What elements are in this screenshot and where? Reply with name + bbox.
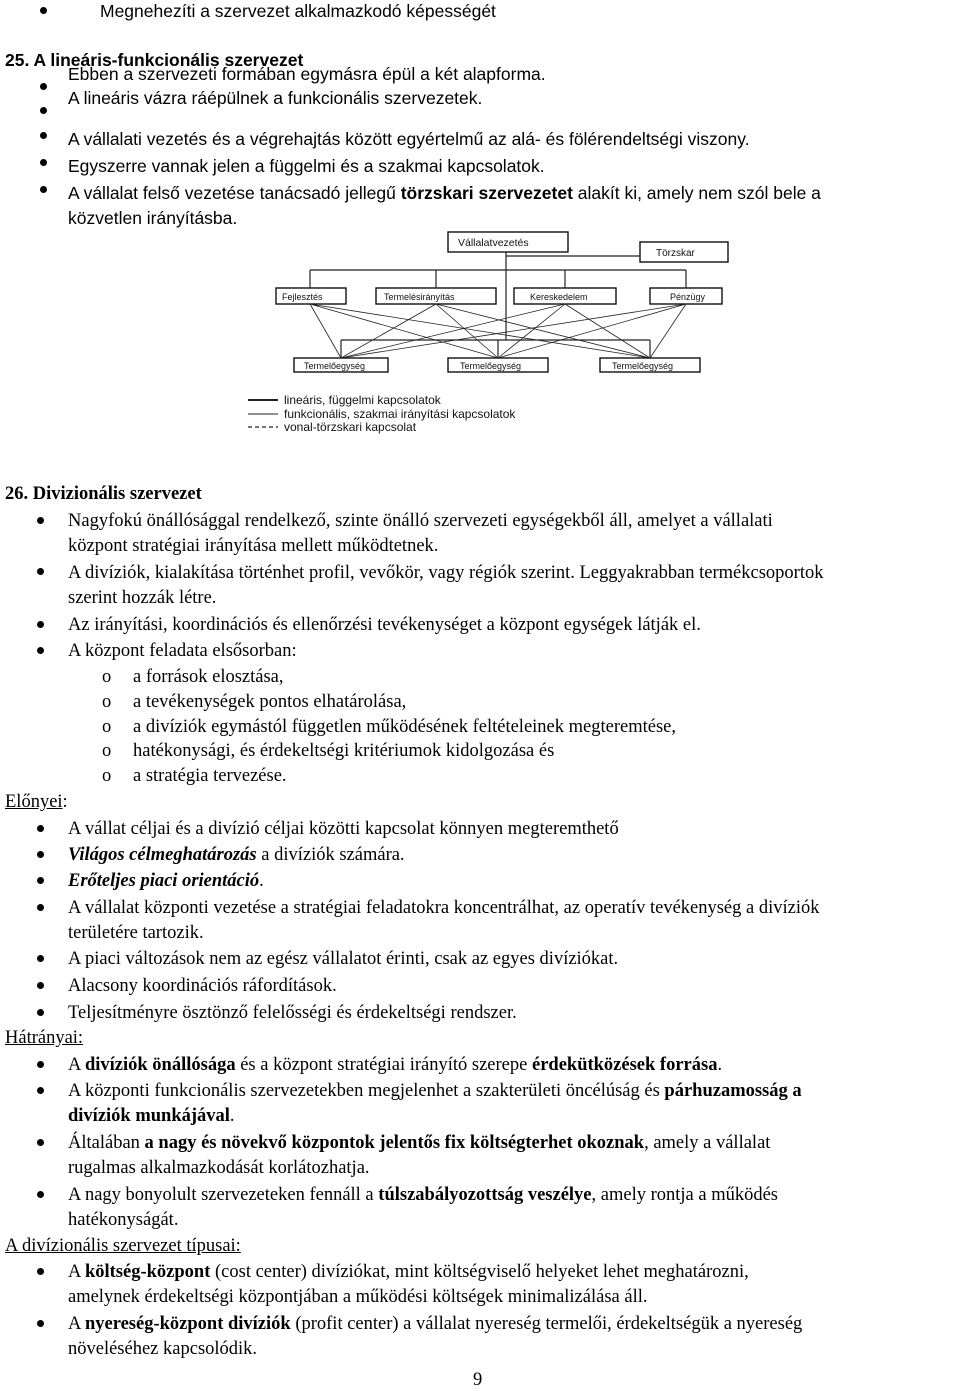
bullet-text: A divíziók, kialakítása történhet profil, vevőkör, vagy régiók szerint. Leggyakrabban termékcsoportok [68, 563, 824, 583]
text-run: és a központ stratégiai irányító szerepe [235, 1055, 532, 1075]
bullet-text: Egyszerre vannak jelen a függelmi és a szakmai kapcsolatok. [68, 156, 545, 176]
text-run: a divíziók számára. [256, 845, 405, 865]
bullet [37, 851, 44, 858]
bullet [37, 1009, 44, 1016]
text-run: . [259, 871, 264, 891]
bullet-text-continuation [68, 1103, 235, 1129]
unit-label: Termelőegység [612, 361, 674, 371]
bullet-text [68, 1182, 778, 1208]
emphasis-term: Erőteljes piaci orientáció [68, 871, 260, 891]
bullet [37, 1320, 44, 1327]
bullet [37, 647, 44, 654]
bullet-text: A vállat céljai és a divízió céljai közötti kapcsolat könnyen megteremthető [68, 819, 619, 839]
bullet-text: Alacsony koordinációs ráfordítások. [68, 976, 337, 996]
bold-term: költség-központ [84, 1262, 211, 1282]
bullet-text: A lineáris vázra ráépülnek a funkcionális szervezetek. [68, 88, 483, 108]
sub-item: hatékonysági, és érdekeltségi kritériumok kidolgozása és [133, 741, 555, 761]
bullet-text: Ebben a szervezeti formában egymásra épül a két alapforma. [68, 64, 546, 84]
bullet [37, 955, 44, 962]
bullet-text [68, 1259, 749, 1285]
org-chart-diagram [228, 228, 788, 438]
sub-item: a divíziók egymástól független működésének feltételeinek megteremtése, [133, 717, 676, 737]
heading-text: Előnyei [5, 792, 63, 812]
staff-box-label: Törzskar [656, 248, 695, 259]
connector-line [310, 270, 686, 288]
unit-label: Termelőegység [304, 361, 366, 371]
bullet-text-continuation: szerint hozzák létre. [68, 588, 217, 608]
bullet-text [68, 1052, 722, 1078]
bullet [37, 904, 44, 911]
text-run: A [68, 1262, 85, 1282]
bullet-text: Nagyfokú önállósággal rendelkező, szinte önálló szervezeti egységekből áll, amelyet a vállalati [68, 511, 773, 531]
page-number: 9 [473, 1370, 483, 1390]
text-run: . [717, 1055, 723, 1075]
bullet-text: Megnehezíti a szervezet alkalmazkodó képességét [100, 1, 496, 21]
bullet [40, 83, 47, 90]
bullet [37, 1191, 44, 1198]
legend-label: funkcionális, szakmai irányítási kapcsolatok [284, 407, 516, 421]
bold-term: túlszabályozottság veszélye [378, 1185, 592, 1205]
bullet-text-continuation: hatékonyságát. [68, 1210, 179, 1230]
text-run: , amely a vállalat [644, 1133, 771, 1153]
text-run: A [68, 1314, 85, 1334]
legend-label: vonal-törzskari kapcsolat [284, 420, 417, 434]
bullet-text: Az irányítási, koordinációs és ellenőrzési tevékenységet a központ egységek látják el. [68, 615, 701, 635]
bullet [37, 825, 44, 832]
connector-line [341, 304, 650, 358]
section-heading: 26. Divizionális szervezet [5, 484, 202, 504]
text-run: . [229, 1106, 235, 1126]
bold-term: a nagy és növekvő központok jelentős fix költségterhet okoznak [144, 1133, 645, 1153]
text-run: A központi funkcionális szervezetekben megjelenhet a szakterületi öncélúság és [68, 1081, 665, 1101]
unit-label: Termelőegység [460, 361, 522, 371]
connector-line [341, 304, 686, 358]
text-run: (cost center) divíziókat, mint költségviselő helyeket lehet meghatározni, [210, 1262, 749, 1282]
sub-marker: o [102, 717, 112, 737]
bullet [37, 1087, 44, 1094]
disadvantages-heading: Hátrányai: [5, 1028, 84, 1048]
bullet-text [68, 1130, 770, 1156]
types-heading: A divízionális szervezet típusai: [5, 1236, 241, 1256]
bold-term: divíziók munkájával [68, 1106, 230, 1126]
bullet [37, 1268, 44, 1275]
legend-label: lineáris, függelmi kapcsolatok [284, 393, 441, 407]
connector-line [341, 270, 650, 358]
connector-line [310, 304, 650, 358]
sub-marker: o [102, 741, 112, 761]
bold-term: párhuzamosság a [664, 1081, 802, 1101]
bullet [37, 568, 44, 575]
bullet [40, 132, 47, 139]
bullet [40, 7, 47, 14]
bullet-text-continuation: amelynek érdekeltségi központjában a működési költségek minimalizálása áll. [68, 1287, 648, 1307]
bullet-text [68, 842, 405, 868]
sub-marker: o [102, 692, 112, 712]
sub-item: a források elosztása, [133, 667, 284, 687]
bullet-text [68, 1311, 802, 1337]
sub-marker: o [102, 667, 112, 687]
connector-line [341, 304, 650, 358]
function-label: Fejlesztés [282, 292, 323, 302]
bullet [40, 159, 47, 166]
function-label: Pénzügy [670, 292, 706, 302]
sub-item: a stratégia tervezése. [133, 766, 287, 786]
bullet [37, 982, 44, 989]
text-run: Általában [68, 1133, 145, 1153]
bullet [40, 107, 47, 114]
bullet [37, 1061, 44, 1068]
bullet [37, 877, 44, 884]
bullet-text: A piaci változások nem az egész vállalatot érinti, csak az egyes divíziókat. [68, 949, 619, 969]
bullet-text-continuation: rugalmas alkalmazkodását korlátozhatja. [68, 1158, 370, 1178]
text-run: , amely rontja a működés [591, 1185, 779, 1205]
bullet [37, 1139, 44, 1146]
bullet [37, 621, 44, 628]
bullet-text: A vállalati vezetés és a végrehajtás között egyértelmű az alá- és fölérendeltségi viszony. [68, 129, 750, 149]
bullet [37, 517, 44, 524]
bullet-text-continuation: központ stratégiai irányítása mellett működtetnek. [68, 536, 439, 556]
bold-term: törzskari szervezetet [400, 183, 573, 203]
bullet-text [68, 868, 264, 894]
bullet-text-continuation: területére tartozik. [68, 923, 204, 943]
bold-term: nyereség-központ divíziók [84, 1314, 291, 1334]
text-run: (profit center) a vállalat nyereség termelői, érdekeltségük a nyereség [290, 1314, 803, 1334]
bullet-text-continuation: közvetlen irányításba. [68, 208, 238, 228]
bullet-text [68, 180, 821, 206]
bullet-text: A vállalat központi vezetése a stratégiai feladatokra koncentrálhat, az operatív tevékenység a divíziók [68, 898, 820, 918]
bullet-text [68, 1078, 802, 1104]
bullet [40, 186, 47, 193]
bullet-text: A központ feladata elsősorban: [68, 641, 297, 661]
bullet-text: Teljesítményre ösztönző felelősségi és érdekeltségi rendszer. [68, 1003, 517, 1023]
top-box-label: Vállalatvezetés [458, 237, 529, 249]
emphasis-term: Világos célmeghatározás [68, 845, 257, 865]
sub-marker: o [102, 766, 112, 786]
heading-colon: : [62, 792, 68, 812]
advantages-heading [5, 789, 68, 815]
section-heading: 25. A lineáris-funkcionális szervezet [5, 50, 304, 70]
text-run: A nagy bonyolult szervezeteken fennáll a [68, 1185, 379, 1205]
bullet-text-continuation: növeléséhez kapcsolódik. [68, 1339, 258, 1359]
text-run: alakít ki, amely nem szól bele a [572, 183, 821, 203]
function-label: Termelésirányítás [384, 292, 455, 302]
function-label: Kereskedelem [530, 292, 588, 302]
bold-term: divíziók önállósága [84, 1055, 236, 1075]
sub-item: a tevékenységek pontos elhatárolása, [133, 692, 407, 712]
bold-term: érdekütközések forrása [531, 1055, 718, 1075]
text-run: A [68, 1055, 85, 1075]
text-run: A vállalat felső vezetése tanácsadó jellegű [68, 183, 401, 203]
